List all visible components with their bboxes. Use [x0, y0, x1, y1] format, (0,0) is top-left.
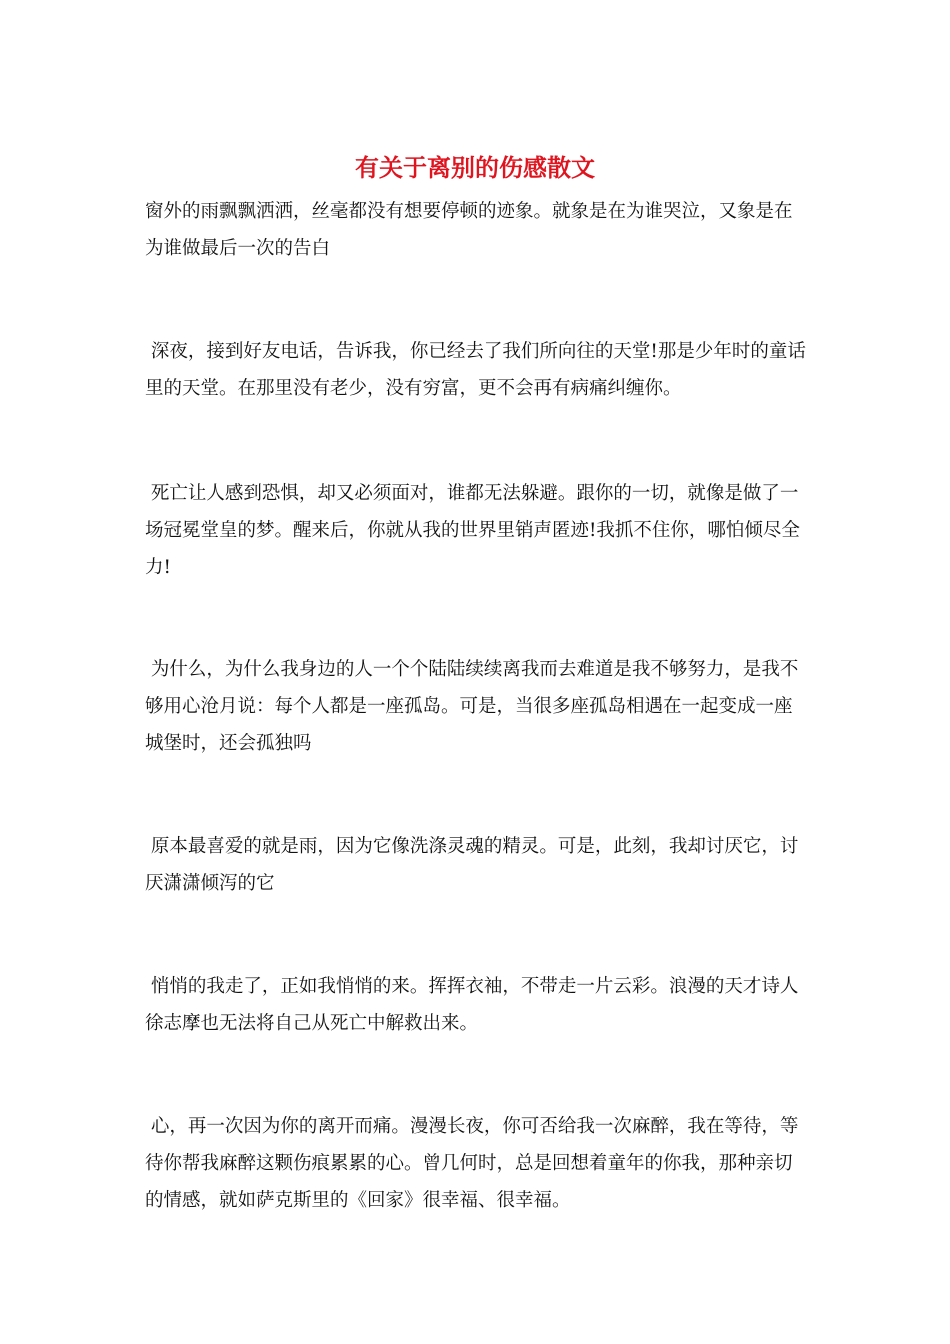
paragraph: 悄悄的我走了，正如我悄悄的来。挥挥衣袖，不带走一片云彩。浪漫的天才诗人徐志摩也无法将自己从死亡中解救出来。 — [145, 976, 799, 1034]
paragraph: 原本最喜爱的就是雨，因为它像洗涤灵魂的精灵。可是，此刻，我却讨厌它，讨厌潇潇倾泻的它 — [145, 836, 799, 894]
document-title: 有关于离别的伤感散文 — [355, 153, 595, 182]
paragraph: 窗外的雨飘飘洒洒，丝毫都没有想要停顿的迹象。就象是在为谁哭泣，又象是在为谁做最后一次的告白 — [145, 201, 793, 259]
paragraph: 死亡让人感到恐惧，却又必须面对，谁都无法躲避。跟你的一切，就像是做了一场冠冕堂皇的梦。醒来后，你就从我的世界里销声匿迹!我抓不住你，哪怕倾尽全力! — [145, 483, 800, 578]
paragraph: 心，再一次因为你的离开而痛。漫漫长夜，你可否给我一次麻醉，我在等待，等待你帮我麻醉这颗伤痕累累的心。曾几何时，总是回想着童年的你我，那种亲切的情感，就如萨克斯里的《回家》很幸福、很幸福。 — [145, 1116, 799, 1211]
paragraph: 深夜，接到好友电话，告诉我，你已经去了我们所向往的天堂!那是少年时的童话里的天堂。在那里没有老少，没有穷富，更不会再有病痛纠缠你。 — [145, 341, 806, 399]
paragraph: 为什么，为什么我身边的人一个个陆陆续续离我而去难道是我不够努力，是我不够用心沧月说：每个人都是一座孤岛。可是，当很多座孤岛相遇在一起变成一座城堡时，还会孤独吗 — [145, 659, 799, 754]
